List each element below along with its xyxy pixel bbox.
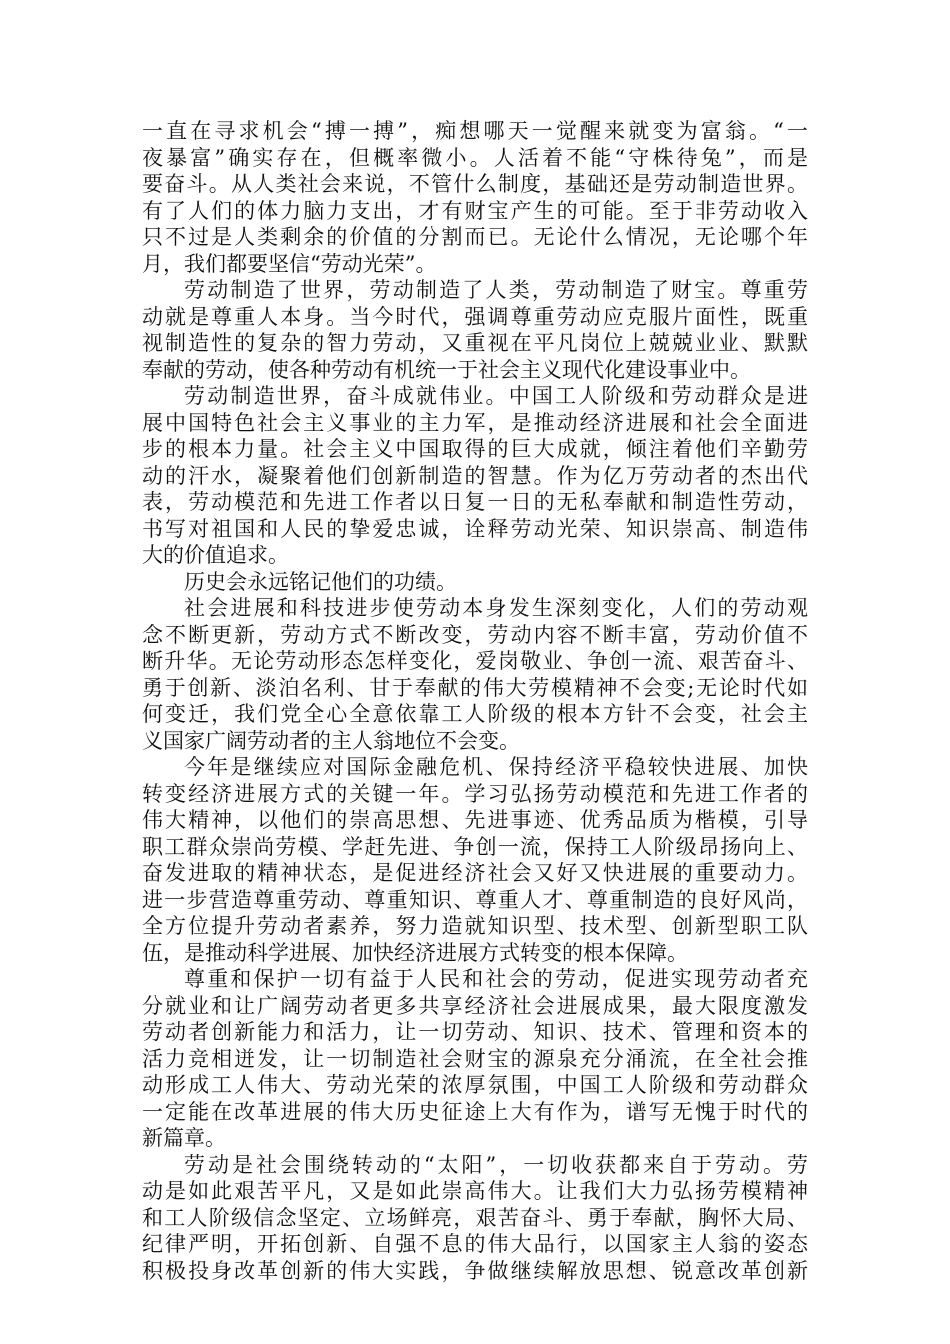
text-line: 奋发进取的精神状态，是促进经济社会又好又快进展的重要动力。 bbox=[142, 861, 808, 885]
text-line: 劳动制造世界，奋斗成就伟业。中国工人阶级和劳动群众是进 bbox=[184, 384, 808, 408]
text-line: 伟大精神，以他们的崇高思想、先进事迹、优秀品质为楷模，引导 bbox=[142, 808, 808, 832]
text-line: 表，劳动模范和先进工作者以日复一日的无私奉献和制造性劳动， bbox=[142, 490, 808, 514]
text-line: 和工人阶级信念坚定、立场鲜亮，艰苦奋斗、勇于奉献，胸怀大局、 bbox=[142, 1205, 808, 1230]
text-line: 历史会永远铭记他们的功绩。 bbox=[184, 569, 457, 594]
text-line: 动是如此艰苦平凡，又是如此崇高伟大。让我们大力弘扬劳模精神 bbox=[142, 1179, 808, 1203]
text-line: 全方位提升劳动者素养，努力造就知识型、技术型、创新型职工队 bbox=[142, 914, 808, 938]
text-line: 步的根本力量。社会主义中国取得的巨大成就，倾注着他们辛勤劳 bbox=[142, 437, 808, 461]
text-line: 勇于创新、淡泊名利、甘于奉献的伟大劳模精神不会变;无论时代如 bbox=[142, 675, 808, 700]
text-line: 展中国特色社会主义事业的主力军，是推动经济进展和社会全面进 bbox=[142, 410, 808, 435]
text-line: 活力竞相迸发，让一切制造社会财宝的源泉充分涌流，在全社会推 bbox=[142, 1046, 808, 1071]
document-page bbox=[142, 118, 808, 1284]
text-line: 一直在寻求机会“搏一搏”，痴想哪天一觉醒来就变为富翁。“一 bbox=[142, 119, 808, 143]
text-line: 社会进展和科技进步使劳动本身发生深刻变化，人们的劳动观 bbox=[184, 596, 808, 620]
text-line: 奉献的劳动，使各种劳动有机统一于社会主义现代化建设事业中。 bbox=[142, 357, 751, 382]
text-line: 劳动制造了世界，劳动制造了人类，劳动制造了财宝。尊重劳 bbox=[184, 278, 808, 302]
text-line: 今年是继续应对国际金融危机、保持经济平稳较快进展、加快 bbox=[184, 755, 808, 779]
text-line: 念不断更新，劳动方式不断改变，劳动内容不断丰富，劳动价值不 bbox=[142, 622, 808, 647]
text-line: 动形成工人伟大、劳动光荣的浓厚氛围，中国工人阶级和劳动群众 bbox=[142, 1073, 808, 1097]
text-line: 只不过是人类剩余的价值的分割而已。无论什么情况，无论哪个年 bbox=[142, 225, 808, 249]
text-line: 大的价值追求。 bbox=[142, 543, 289, 567]
text-line: 尊重和保护一切有益于人民和社会的劳动，促进实现劳动者充 bbox=[184, 967, 808, 991]
text-line: 进一步营造尊重劳动、尊重知识、尊重人才、尊重制造的良好风尚， bbox=[142, 887, 808, 912]
text-line: 夜暴富”确实存在，但概率微小。人活着不能“守株待兔”，而是 bbox=[142, 145, 808, 170]
text-line: 要奋斗。从人类社会来说，不管什么制度，基础还是劳动制造世界。 bbox=[142, 172, 808, 196]
text-line: 视制造性的复杂的智力劳动，又重视在平凡岗位上兢兢业业、默默 bbox=[142, 331, 808, 355]
text-line: 书写对祖国和人民的挚爱忠诚，诠释劳动光荣、知识崇高、制造伟 bbox=[142, 516, 808, 541]
text-line: 职工群众崇尚劳模、学赶先进、争创一流，保持工人阶级昂扬向上、 bbox=[142, 834, 808, 859]
text-line: 转变经济进展方式的关键一年。学习弘扬劳动模范和先进工作者的 bbox=[142, 781, 808, 806]
text-line: 动的汗水，凝聚着他们创新制造的智慧。作为亿万劳动者的杰出代 bbox=[142, 463, 808, 488]
text-line: 分就业和让广阔劳动者更多共享经济社会进展成果，最大限度激发 bbox=[142, 993, 808, 1018]
text-line: 纪律严明，开拓创新、自强不息的伟大品行，以国家主人翁的姿态 bbox=[142, 1232, 808, 1256]
text-line: 月，我们都要坚信“劳动光荣”。 bbox=[142, 251, 437, 276]
text-line: 何变迁，我们党全心全意依靠工人阶级的根本方针不会变，社会主 bbox=[142, 702, 808, 726]
text-line: 义国家广阔劳动者的主人翁地位不会变。 bbox=[142, 728, 520, 753]
text-line: 新篇章。 bbox=[142, 1126, 226, 1150]
text-line: 劳动者创新能力和活力，让一切劳动、知识、技术、管理和资本的 bbox=[142, 1020, 808, 1044]
text-line: 积极投身改革创新的伟大实践，争做继续解放思想、锐意改革创新 bbox=[142, 1258, 808, 1283]
text-line: 一定能在改革进展的伟大历史征途上大有作为，谱写无愧于时代的 bbox=[142, 1099, 808, 1124]
text-line: 劳动是社会围绕转动的“太阳”，一切收获都来自于劳动。劳 bbox=[184, 1152, 808, 1177]
text-line: 有了人们的体力脑力支出，才有财宝产生的可能。至于非劳动收入 bbox=[142, 198, 808, 223]
text-line: 断升华。无论劳动形态怎样变化，爱岗敬业、争创一流、艰苦奋斗、 bbox=[142, 649, 808, 673]
text-line: 伍，是推动科学进展、加快经济进展方式转变的根本保障。 bbox=[142, 940, 688, 965]
text-line: 动就是尊重人本身。当今时代，强调尊重劳动应克服片面性，既重 bbox=[142, 304, 808, 329]
